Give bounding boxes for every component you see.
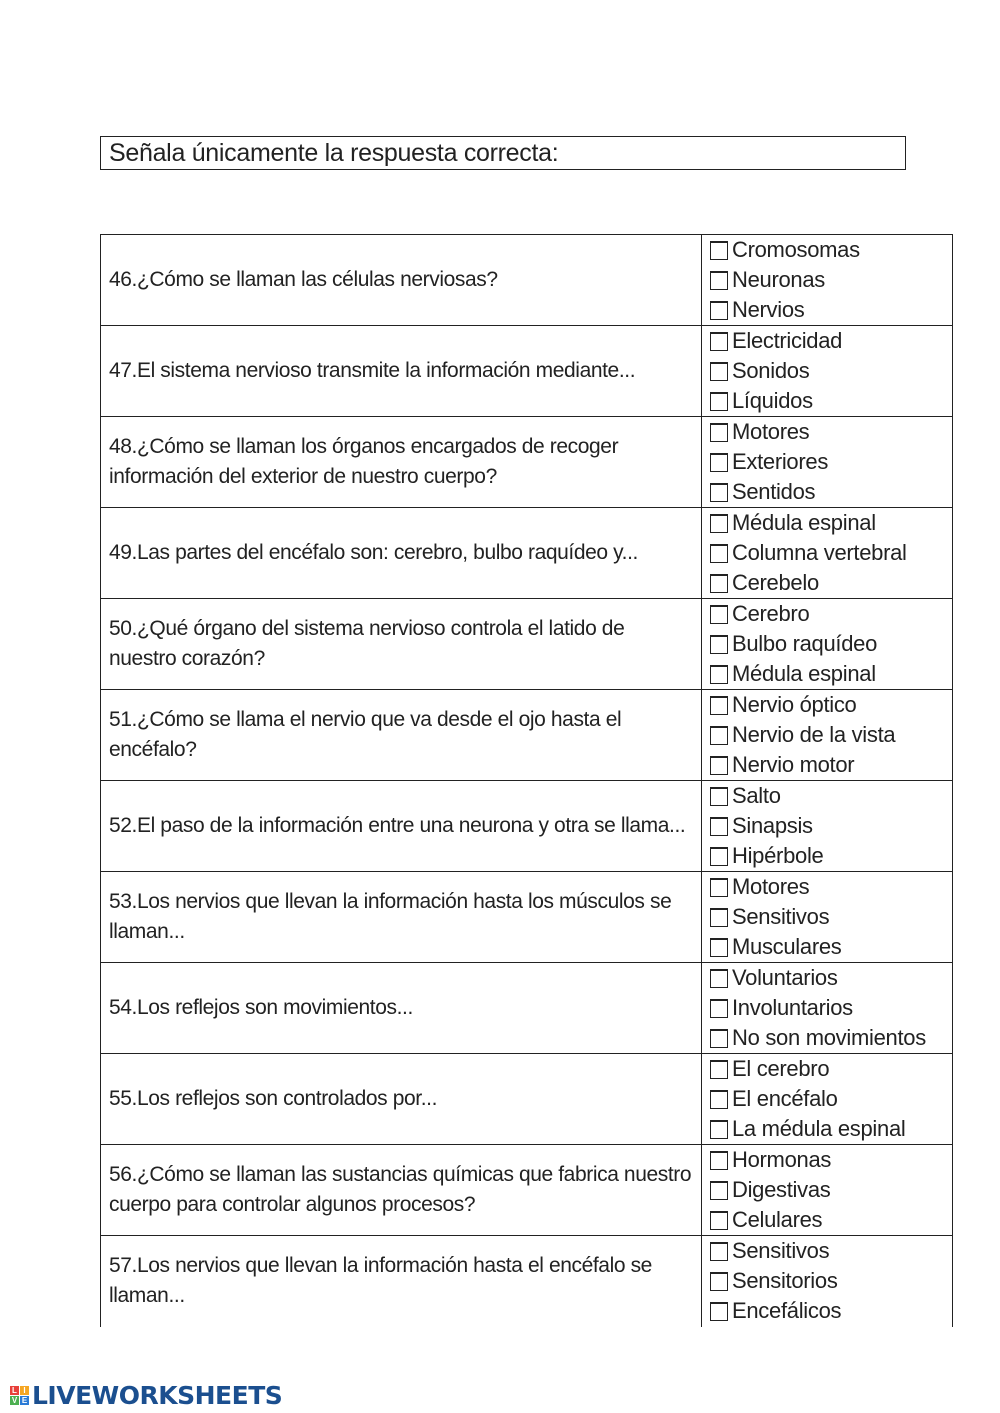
answer-checkbox[interactable] [710,1242,728,1261]
answer-checkbox[interactable] [710,1060,728,1079]
answer-label: Salto [732,783,781,808]
answer-checkbox[interactable] [710,362,728,381]
answer-label: Encefálicos [732,1298,842,1324]
answer-label: Sensitivos [732,1238,830,1264]
answer-checkbox[interactable] [710,605,728,624]
answer-option[interactable] [710,932,952,962]
answer-option[interactable] [710,1145,952,1175]
answer-checkbox[interactable] [710,1090,728,1109]
logo-text: LIVEWORKSHEETS [32,1381,283,1410]
answer-label: Sentidos [732,479,816,504]
question-row [101,508,953,599]
options-cell [702,1054,953,1145]
answer-option[interactable] [710,508,952,538]
answer-option[interactable] [710,1205,952,1235]
question-row [101,599,953,690]
answer-label: Nervio óptico [732,692,857,717]
options-cell [702,963,953,1054]
answer-label: Neuronas [732,267,825,292]
answer-option[interactable] [710,538,952,568]
answer-label: Motores [732,419,810,444]
options-cell [702,1145,953,1236]
answer-checkbox[interactable] [710,878,728,897]
question-row [101,872,953,963]
answer-checkbox[interactable] [710,787,728,806]
answer-label: El encéfalo [732,1086,838,1111]
answer-checkbox[interactable] [710,483,728,502]
answer-option[interactable] [710,690,952,720]
answer-option[interactable] [710,872,952,902]
answer-checkbox[interactable] [710,1120,728,1139]
answer-label: Sonidos [732,358,810,383]
logo-mark-icon [10,1386,29,1405]
answer-checkbox[interactable] [710,756,728,775]
options-cell [702,781,953,872]
answer-label: Hormonas [732,1147,832,1172]
answer-checkbox[interactable] [710,423,728,442]
question-row [101,235,953,326]
answer-label: Líquidos [732,388,813,413]
answer-label: Exteriores [732,449,829,474]
answer-checkbox[interactable] [710,969,728,988]
liveworksheets-logo [10,1381,282,1410]
answer-option[interactable] [710,568,952,598]
answer-checkbox[interactable] [710,453,728,472]
answer-checkbox[interactable] [710,635,728,654]
question-row [101,1145,953,1236]
answer-option[interactable] [710,841,952,871]
answer-option[interactable] [710,265,952,295]
question-text: 51.¿Cómo se llama el nervio que va desde el ojo hasta el encéfalo? [101,690,702,781]
answer-checkbox[interactable] [710,241,728,260]
answer-option[interactable] [710,417,952,447]
answer-label: Celulares [732,1207,823,1232]
answer-option[interactable] [710,477,952,507]
answer-option[interactable] [710,781,952,811]
answer-label: Bulbo raquídeo [732,631,878,656]
question-row [101,963,953,1054]
question-text: 49.Las partes del encéfalo son: cerebro, bulbo raquídeo y... [101,508,702,599]
answer-option[interactable] [710,1084,952,1114]
answer-label: Sensitorios [732,1268,838,1294]
answer-option[interactable] [710,811,952,841]
question-text: 52.El paso de la información entre una neurona y otra se llama... [101,781,702,872]
answer-label: Nervio de la vista [732,722,896,747]
answer-checkbox[interactable] [710,1029,728,1048]
logo-mark-letter: I [20,1386,29,1395]
question-text: 47.El sistema nervioso transmite la información mediante... [101,326,702,417]
answer-label: No son movimientos [732,1025,926,1050]
answer-label: Médula espinal [732,661,876,686]
answer-option[interactable] [710,235,952,265]
answer-checkbox[interactable] [710,301,728,320]
answer-label: Nervios [732,297,805,322]
question-row [101,781,953,872]
answer-option[interactable] [710,659,952,689]
answer-checkbox[interactable] [710,999,728,1018]
quiz-table [100,234,953,1327]
instruction-box: Señala únicamente la respuesta correcta: [100,136,906,170]
answer-option[interactable] [710,1054,952,1084]
answer-label: Cerebro [732,601,810,626]
answer-label: Sensitivos [732,904,830,929]
answer-checkbox[interactable] [710,332,728,351]
answer-option[interactable] [710,295,952,325]
question-row [101,690,953,781]
answer-checkbox[interactable] [710,908,728,927]
answer-checkbox[interactable] [710,665,728,684]
answer-label: Digestivas [732,1177,831,1202]
question-text: 55.Los reflejos son controlados por... [101,1054,702,1145]
answer-checkbox[interactable] [710,1302,728,1321]
answer-checkbox[interactable] [710,574,728,593]
answer-label: El cerebro [732,1056,830,1081]
question-row [101,1054,953,1145]
logo-mark-letter: L [10,1386,19,1395]
answer-checkbox[interactable] [710,1272,728,1291]
question-text: 53.Los nervios que llevan la información hasta los músculos se llaman... [101,872,702,963]
answer-option[interactable] [710,720,952,750]
answer-label: Sinapsis [732,813,813,838]
answer-label: Electricidad [732,328,843,353]
answer-checkbox[interactable] [710,1151,728,1170]
answer-option[interactable] [710,326,952,356]
answer-label: Cerebelo [732,570,819,595]
answer-checkbox[interactable] [710,1211,728,1230]
answer-checkbox[interactable] [710,696,728,715]
options-cell [702,235,953,326]
question-text: 56.¿Cómo se llaman las sustancias químicas que fabrica nuestro cuerpo para controlar algunos procesos? [101,1145,702,1236]
options-cell [702,326,953,417]
answer-checkbox[interactable] [710,817,728,836]
answer-label: Cromosomas [732,237,860,262]
question-text: 57.Los nervios que llevan la información hasta el encéfalo se llaman... [101,1236,702,1327]
answer-checkbox[interactable] [710,1181,728,1200]
answer-option[interactable] [710,1236,952,1266]
answer-option[interactable] [710,750,952,780]
logo-mark-letter: V [11,1396,18,1405]
options-cell [702,1236,953,1327]
answer-label: Nervio motor [732,752,855,777]
answer-option[interactable] [710,963,952,993]
answer-checkbox[interactable] [710,271,728,290]
options-cell [702,690,953,781]
answer-option[interactable] [710,629,952,659]
question-text: 50.¿Qué órgano del sistema nervioso controla el latido de nuestro corazón? [101,599,702,690]
question-row [101,1236,953,1327]
options-cell [702,508,953,599]
answer-checkbox[interactable] [710,392,728,411]
question-text: 48.¿Cómo se llaman los órganos encargados de recoger información del exterior de nuestro cuerpo? [101,417,702,508]
answer-option[interactable] [710,1114,952,1144]
answer-label: La médula espinal [732,1116,906,1141]
answer-label: Involuntarios [732,995,853,1020]
answer-checkbox[interactable] [710,847,728,866]
options-cell [702,417,953,508]
question-row [101,417,953,508]
answer-label: Columna vertebral [732,540,907,565]
quiz-body [101,235,953,1327]
answer-label: Motores [732,874,810,899]
answer-option[interactable] [710,1296,952,1326]
answer-option[interactable] [710,902,952,932]
logo-mark-letter: E [21,1396,28,1405]
question-text: 46.¿Cómo se llaman las células nerviosas? [101,235,702,326]
options-cell [702,599,953,690]
question-text: 54.Los reflejos son movimientos... [101,963,702,1054]
answer-option[interactable] [710,993,952,1023]
answer-checkbox[interactable] [710,938,728,957]
answer-label: Voluntarios [732,965,838,990]
answer-option[interactable] [710,1023,952,1053]
answer-option[interactable] [710,386,952,416]
answer-option[interactable] [710,1175,952,1205]
answer-checkbox[interactable] [710,514,728,533]
answer-option[interactable] [710,356,952,386]
answer-option[interactable] [710,1266,952,1296]
question-row [101,326,953,417]
answer-option[interactable] [710,447,952,477]
answer-checkbox[interactable] [710,544,728,563]
answer-label: Hipérbole [732,843,824,868]
answer-label: Musculares [732,934,842,959]
answer-label: Médula espinal [732,510,876,535]
answer-checkbox[interactable] [710,726,728,745]
answer-option[interactable] [710,599,952,629]
options-cell [702,872,953,963]
